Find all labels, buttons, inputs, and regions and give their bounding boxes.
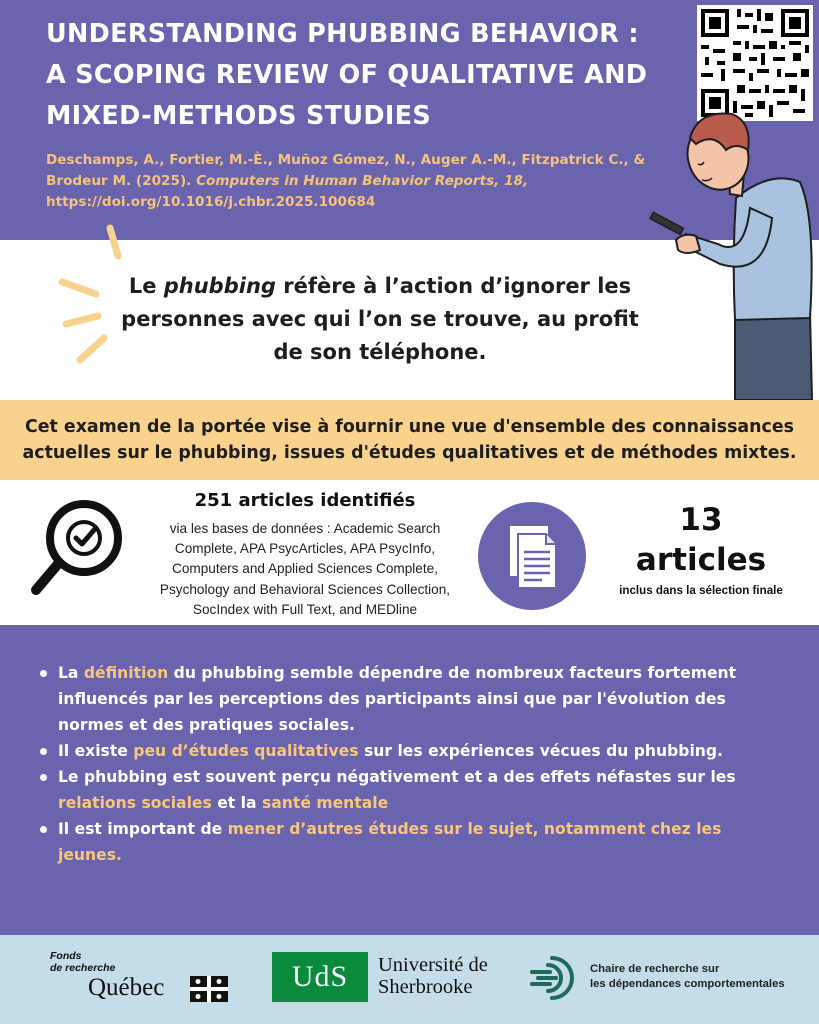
citation-authors: Deschamps, A., Fortier, M.-È., Muñoz Gómez, N., Auger A.-M., Fitzpatrick C., & Brodeur M. (2025). — [46, 152, 646, 189]
citation-doi[interactable]: https://doi.org/10.1016/j.chbr.2025.100684 — [46, 194, 376, 210]
magnifier-check-icon — [22, 496, 132, 608]
citation-journal: Computers in Human Behavior Reports, 18, — [196, 173, 529, 189]
citation — [46, 150, 676, 213]
objective-line-2: actuelles sur le phubbing, issues d'études qualitatives et de méthodes mixtes. — [22, 443, 797, 463]
title-line-3: MIXED-METHODS STUDIES — [46, 101, 431, 131]
uds-line-1: Université de — [378, 954, 488, 976]
frq-line-1: Fonds — [50, 950, 82, 962]
articles-identified-title: 251 articles identifiés — [194, 490, 416, 511]
review-objective — [0, 414, 819, 466]
chair-line-1: Chaire de recherche sur — [590, 963, 720, 975]
uds-line-2: Sherbrooke — [378, 976, 473, 998]
chair-logo-icon — [530, 952, 582, 1004]
final-selection-label: inclus dans la sélection finale — [619, 584, 783, 597]
final-word: articles — [635, 542, 767, 578]
definition-term: phubbing — [163, 274, 276, 298]
frq-logo — [50, 950, 250, 1010]
finding-few-studies: Il existe peu d’études qualitatives sur les expériences vécues du phubbing. — [36, 738, 776, 764]
finding-definition: La définition du phubbing semble dépendre de nombreux facteurs fortement influencés par les perceptions des participants ainsi que par l'évolution des normes et des pratiques sociales. — [36, 660, 776, 738]
chair-line-2: les dépendances comportementales — [590, 978, 785, 990]
frq-line-2: de recherche — [50, 962, 116, 974]
qr-code-icon[interactable] — [697, 5, 813, 121]
title-line-1: UNDERSTANDING PHUBBING BEHAVIOR : — [46, 19, 639, 49]
objective-line-1: Cet examen de la portée vise à fournir une vue d'ensemble des connaissances — [24, 417, 795, 437]
fleur-de-lis-flag-icon — [190, 976, 228, 1002]
person-with-phone-illustration — [640, 108, 819, 400]
frq-name: Québec — [88, 974, 165, 1001]
page-title — [46, 14, 686, 137]
document-icon — [478, 502, 586, 610]
finding-more-research: Il est important de mener d’autres études sur le sujet, notamment chez les jeunes. — [36, 816, 776, 868]
document-badge — [478, 502, 586, 610]
uds-logo: UdS — [272, 952, 368, 1002]
title-line-2: A SCOPING REVIEW OF QUALITATIVE AND — [46, 60, 648, 90]
definition-text-end: réfère à l’action d’ignorer les personnes avec qui l’on se trouve, au profit de son téléphone. — [121, 274, 639, 364]
final-number: 13 — [679, 502, 723, 538]
chair-name — [590, 962, 785, 992]
phubbing-definition — [120, 270, 640, 369]
uds-name — [378, 954, 488, 998]
final-selection-count — [596, 500, 806, 580]
databases-list: via les bases de données : Academic Search Complete, APA PsycArticles, APA PsycInfo, Computers and Applied Sciences Complete, Psychology and Behavioral Sciences Collection, SocIndex with Full Text, and MEDline — [159, 521, 451, 617]
finding-negative-effects: Le phubbing est souvent perçu négativement et a des effets néfastes sur les relations sociales et la santé mentale — [36, 764, 776, 816]
definition-text-start: Le — [128, 274, 164, 298]
key-findings-list — [36, 660, 776, 868]
